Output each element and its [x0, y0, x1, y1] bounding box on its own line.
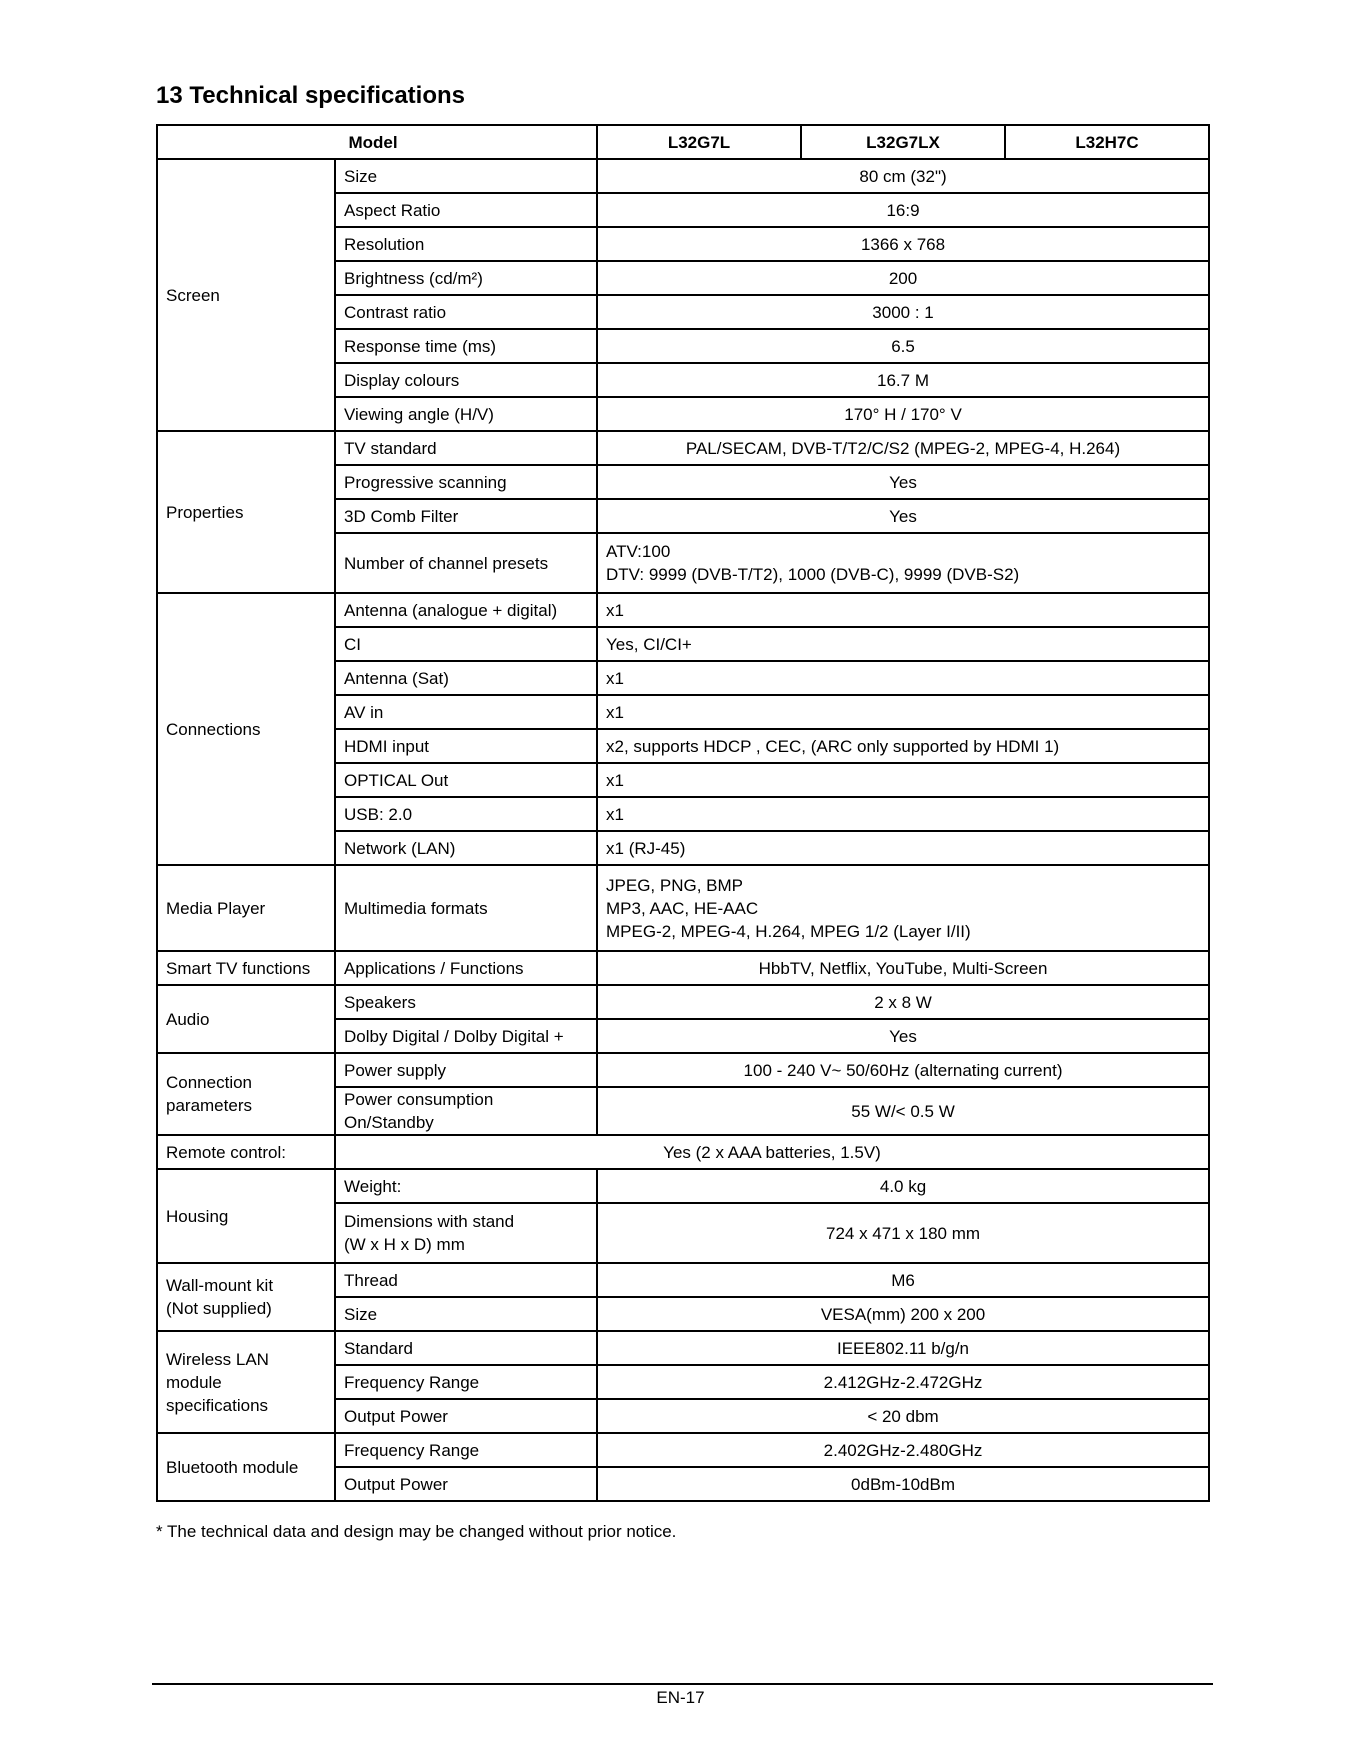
- model-name: L32G7L: [597, 125, 801, 159]
- category-audio: Audio: [157, 985, 335, 1053]
- spec-value: HbbTV, Netflix, YouTube, Multi-Screen: [597, 951, 1209, 985]
- spec-value: PAL/SECAM, DVB-T/T2/C/S2 (MPEG-2, MPEG-4, H.264): [597, 431, 1209, 465]
- model-name: L32G7LX: [801, 125, 1005, 159]
- spec-label: Viewing angle (H/V): [335, 397, 597, 431]
- spec-value: 0dBm-10dBm: [597, 1467, 1209, 1501]
- value-line: ATV:100: [606, 542, 671, 561]
- spec-label: Resolution: [335, 227, 597, 261]
- table-row: [157, 1169, 1209, 1203]
- category-line: Wall-mount kit: [166, 1276, 274, 1295]
- spec-label: [335, 1087, 597, 1135]
- value-line: MPEG-2, MPEG-4, H.264, MPEG 1/2 (Layer I/II): [606, 921, 971, 941]
- spec-value: Yes: [597, 1019, 1209, 1053]
- spec-label: Display colours: [335, 363, 597, 397]
- category-remote-control: Remote control:: [157, 1135, 335, 1169]
- spec-value: IEEE802.11 b/g/n: [597, 1331, 1209, 1365]
- spec-value: VESA(mm) 200 x 200: [597, 1297, 1209, 1331]
- spec-value: 200: [597, 261, 1209, 295]
- category-media-player: Media Player: [157, 865, 335, 951]
- spec-value: Yes: [597, 465, 1209, 499]
- value-line: DTV: 9999 (DVB-T/T2), 1000 (DVB-C), 9999 (DVB-S2): [606, 565, 1020, 584]
- model-name: L32H7C: [1005, 125, 1209, 159]
- label-line: (W x H x D) mm: [344, 1235, 465, 1254]
- category-line: (Not supplied): [166, 1299, 272, 1318]
- spec-value: 16:9: [597, 193, 1209, 227]
- spec-label: Antenna (Sat): [335, 661, 597, 695]
- spec-label: Size: [335, 1297, 597, 1331]
- table-row: [157, 865, 1209, 951]
- spec-value: 55 W/< 0.5 W: [597, 1087, 1209, 1135]
- spec-label: USB: 2.0: [335, 797, 597, 831]
- spec-value: x1: [597, 763, 1209, 797]
- category-line: Wireless LAN: [166, 1349, 269, 1369]
- spec-value: 16.7 M: [597, 363, 1209, 397]
- table-row: [157, 159, 1209, 193]
- spec-label: Applications / Functions: [335, 951, 597, 985]
- spec-label: Contrast ratio: [335, 295, 597, 329]
- spec-label: Power supply: [335, 1053, 597, 1087]
- spec-label: Aspect Ratio: [335, 193, 597, 227]
- spec-label: Response time (ms): [335, 329, 597, 363]
- spec-label: [335, 1203, 597, 1263]
- category-line: specifications: [166, 1395, 269, 1415]
- table-row: [157, 1433, 1209, 1467]
- spec-value: Yes (2 x AAA batteries, 1.5V): [335, 1135, 1209, 1169]
- spec-label: Speakers: [335, 985, 597, 1019]
- category-line: module: [166, 1372, 222, 1392]
- category-connections: Connections: [157, 593, 335, 865]
- table-row: [157, 985, 1209, 1019]
- category-line: parameters: [166, 1096, 252, 1115]
- label-line: On/Standby: [344, 1113, 434, 1132]
- spec-value: x1: [597, 593, 1209, 627]
- spec-label: TV standard: [335, 431, 597, 465]
- label-line: Dimensions with stand: [344, 1212, 515, 1231]
- header-row: [157, 125, 1209, 159]
- spec-value: 170° H / 170° V: [597, 397, 1209, 431]
- page-title: 13 Technical specifications: [156, 82, 466, 109]
- category-connection-parameters: [157, 1053, 335, 1135]
- spec-label: Brightness (cd/m²): [335, 261, 597, 295]
- spec-value: 724 x 471 x 180 mm: [597, 1203, 1209, 1263]
- spec-label: Weight:: [335, 1169, 597, 1203]
- spec-value: x1: [597, 797, 1209, 831]
- spec-value: 2 x 8 W: [597, 985, 1209, 1019]
- spec-label: Number of channel presets: [335, 533, 597, 593]
- spec-value: 2.412GHz-2.472GHz: [597, 1365, 1209, 1399]
- spec-label: Output Power: [335, 1399, 597, 1433]
- category-wireless-lan: [157, 1331, 335, 1433]
- spec-value: Yes, CI/CI+: [597, 627, 1209, 661]
- spec-label: Antenna (analogue + digital): [335, 593, 597, 627]
- table-row: [157, 1053, 1209, 1087]
- table-row: [157, 951, 1209, 985]
- category-housing: Housing: [157, 1169, 335, 1263]
- spec-label: Frequency Range: [335, 1365, 597, 1399]
- spec-label: HDMI input: [335, 729, 597, 763]
- value-line: MP3, AAC, HE-AAC: [606, 898, 759, 918]
- model-header: Model: [157, 125, 597, 159]
- spec-value: x2, supports HDCP , CEC, (ARC only supported by HDMI 1): [597, 729, 1209, 763]
- spec-label: CI: [335, 627, 597, 661]
- spec-value: 6.5: [597, 329, 1209, 363]
- label-line: Power consumption: [344, 1090, 494, 1109]
- spec-table: [156, 124, 1210, 1502]
- spec-label: AV in: [335, 695, 597, 729]
- spec-label: Thread: [335, 1263, 597, 1297]
- spec-value: < 20 dbm: [597, 1399, 1209, 1433]
- spec-value: 4.0 kg: [597, 1169, 1209, 1203]
- category-screen: Screen: [157, 159, 335, 431]
- table-row: [157, 431, 1209, 465]
- spec-value: 100 - 240 V~ 50/60Hz (alternating current): [597, 1053, 1209, 1087]
- page-number: EN-17: [656, 1688, 705, 1707]
- spec-value: [597, 533, 1209, 593]
- spec-label: Output Power: [335, 1467, 597, 1501]
- spec-label: 3D Comb Filter: [335, 499, 597, 533]
- spec-value: x1: [597, 695, 1209, 729]
- category-wall-mount: [157, 1263, 335, 1331]
- spec-value: 3000 : 1: [597, 295, 1209, 329]
- spec-value: 2.402GHz-2.480GHz: [597, 1433, 1209, 1467]
- table-row: [157, 1331, 1209, 1365]
- value-line: JPEG, PNG, BMP: [606, 875, 743, 895]
- table-row: [157, 1135, 1209, 1169]
- spec-value: 1366 x 768: [597, 227, 1209, 261]
- category-bluetooth: Bluetooth module: [157, 1433, 335, 1501]
- spec-label: Standard: [335, 1331, 597, 1365]
- category-line: Connection: [166, 1073, 253, 1092]
- spec-value: x1: [597, 661, 1209, 695]
- spec-value: 80 cm (32"): [597, 159, 1209, 193]
- category-smart-tv: Smart TV functions: [157, 951, 335, 985]
- spec-label: Network (LAN): [335, 831, 597, 865]
- spec-label: Size: [335, 159, 597, 193]
- table-row: [157, 593, 1209, 627]
- footnote: * The technical data and design may be changed without prior notice.: [156, 1522, 677, 1541]
- spec-value: Yes: [597, 499, 1209, 533]
- spec-label: Frequency Range: [335, 1433, 597, 1467]
- spec-label: Dolby Digital / Dolby Digital +: [335, 1019, 597, 1053]
- category-properties: Properties: [157, 431, 335, 593]
- spec-label: OPTICAL Out: [335, 763, 597, 797]
- footer-divider: [152, 1683, 1213, 1685]
- spec-value: M6: [597, 1263, 1209, 1297]
- table-row: [157, 1263, 1209, 1297]
- spec-value: x1 (RJ-45): [597, 831, 1209, 865]
- spec-value: [597, 865, 1209, 951]
- spec-label: Multimedia formats: [335, 865, 597, 951]
- spec-label: Progressive scanning: [335, 465, 597, 499]
